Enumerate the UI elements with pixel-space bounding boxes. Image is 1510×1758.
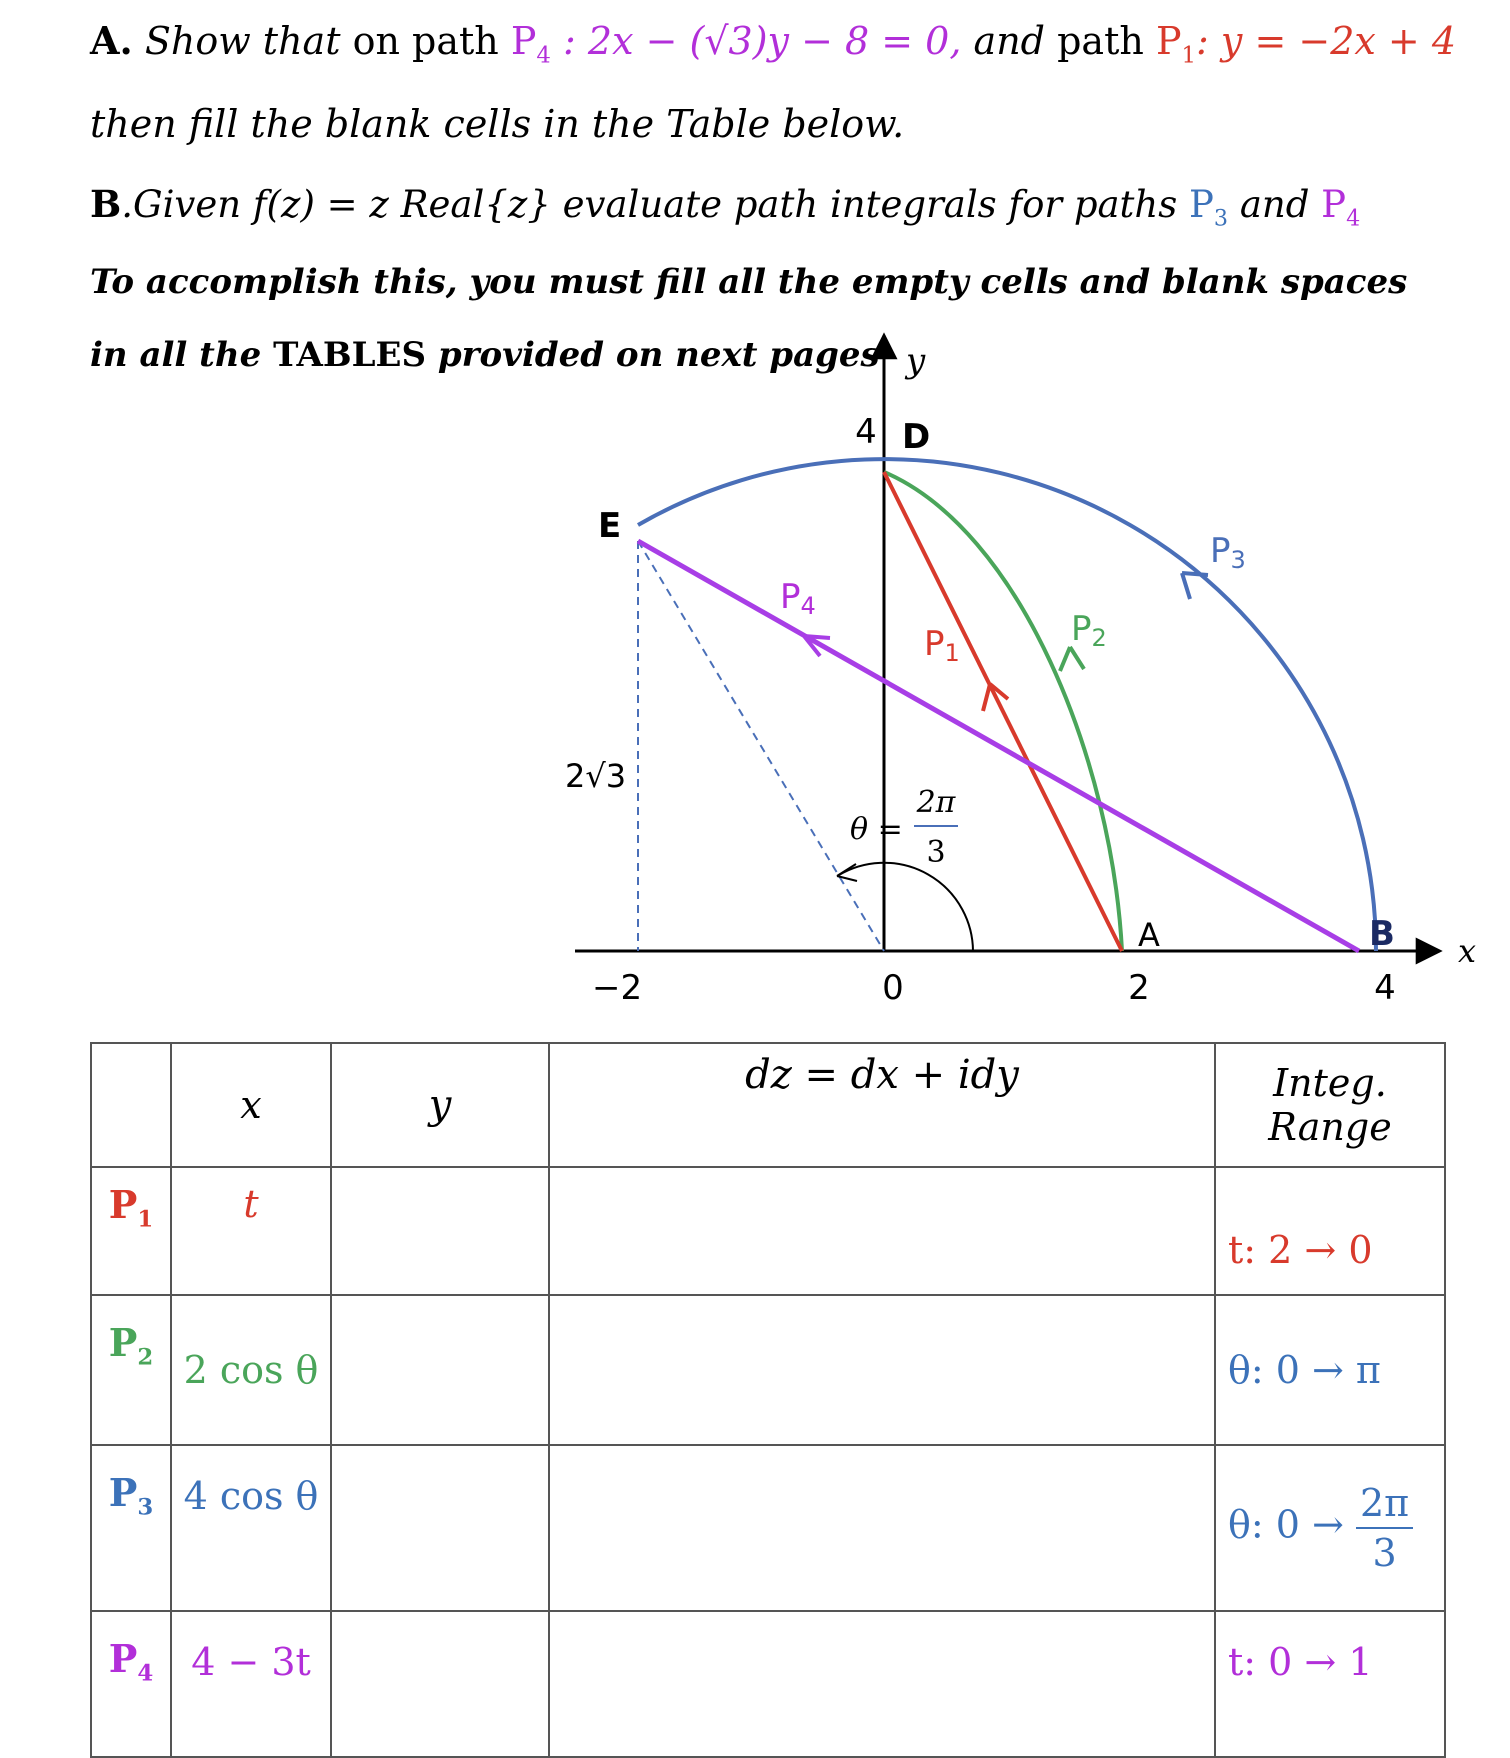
header-y: y: [331, 1043, 549, 1167]
cell-dz[interactable]: [549, 1167, 1215, 1295]
tick-4: 4: [1374, 968, 1396, 1008]
cell-dz[interactable]: [549, 1295, 1215, 1445]
instruction-line-2: in all the TABLES provided on next pages: [90, 335, 880, 375]
header-range: Integ. Range: [1215, 1043, 1445, 1167]
tick-neg2: −2: [592, 968, 643, 1008]
theta-label: θ =: [850, 812, 903, 847]
cell-range: t: 2 → 0: [1215, 1167, 1445, 1295]
theta-numerator: 2π: [916, 785, 956, 820]
p1-label: P1: [924, 624, 960, 667]
point-a-label: A: [1138, 916, 1160, 954]
label-2sqrt3: 2√3: [565, 757, 627, 795]
header-blank: [91, 1043, 171, 1167]
table-row: [91, 1167, 1445, 1295]
cell-x: 2 cos θ: [171, 1295, 331, 1445]
header-dz: dz = dx + idy: [549, 1043, 1215, 1167]
y-tick-4: 4: [855, 412, 877, 452]
cell-range: θ: 0 → π: [1215, 1295, 1445, 1445]
cell-range: θ: 0 → $\frac{2\pi}{3}$: [1215, 1445, 1445, 1611]
p1-equation: $P_1$: y = −2x + 4: [1155, 19, 1457, 69]
row-label-p4: $P_4$: [91, 1611, 171, 1757]
row-label-p2: $P_2$: [91, 1295, 171, 1445]
cell-y[interactable]: [331, 1445, 549, 1611]
tick-2: 2: [1128, 968, 1150, 1008]
cell-y[interactable]: [331, 1295, 549, 1445]
tick-0: 0: [882, 968, 904, 1008]
table-row: [91, 1445, 1445, 1611]
path-p1: [884, 472, 1122, 951]
table-row: [91, 1611, 1445, 1757]
dashed-radius: [638, 541, 884, 951]
p4-label: P4: [780, 577, 816, 620]
theta-denominator: 3: [926, 835, 946, 870]
path-diagram: [0, 320, 1510, 1020]
row-label-p3: $P_3$: [91, 1445, 171, 1611]
instruction-line: To accomplish this, you must fill all the empty cells and blank spaces: [90, 262, 1408, 302]
part-b-line: B.Given f(z) = z Real{z} evaluate path integrals for paths $P_3$ and $P_4$: [90, 182, 1361, 232]
p3-label: P3: [1210, 531, 1246, 574]
p2-label: P2: [1071, 609, 1107, 652]
p2-arrowhead: [1060, 647, 1084, 671]
parametrization-table: [90, 1042, 1446, 1758]
p4-equation: $P_4$ : 2x − (√3)y − 8 = 0,: [510, 19, 962, 69]
cell-x: t: [171, 1167, 331, 1295]
cell-y[interactable]: [331, 1167, 549, 1295]
point-d-label: D: [902, 417, 931, 457]
cell-dz[interactable]: [549, 1611, 1215, 1757]
header-x: x: [171, 1043, 331, 1167]
cell-x: 4 − 3t: [171, 1611, 331, 1757]
cell-dz[interactable]: [549, 1445, 1215, 1611]
part-a-line: A. Show that on path $P_4$ : 2x − (√3)y − 8 = 0, and path $P_1$: y = −2x + 4: [90, 18, 1457, 69]
table-row: [91, 1295, 1445, 1445]
cell-x: 4 cos θ: [171, 1445, 331, 1611]
x-axis-label: x: [1458, 932, 1477, 970]
part-a-line-2: then fill the blank cells in the Table below.: [90, 102, 905, 146]
cell-y[interactable]: [331, 1611, 549, 1757]
point-b-label: B: [1369, 914, 1395, 954]
point-e-label: E: [598, 506, 622, 546]
cell-range: t: 0 → 1: [1215, 1611, 1445, 1757]
path-p3: [638, 459, 1376, 951]
path-p4: [638, 541, 1359, 951]
angle-arc: [839, 863, 973, 951]
row-label-p1: $P_1$: [91, 1167, 171, 1295]
y-axis-label: y: [906, 341, 926, 381]
